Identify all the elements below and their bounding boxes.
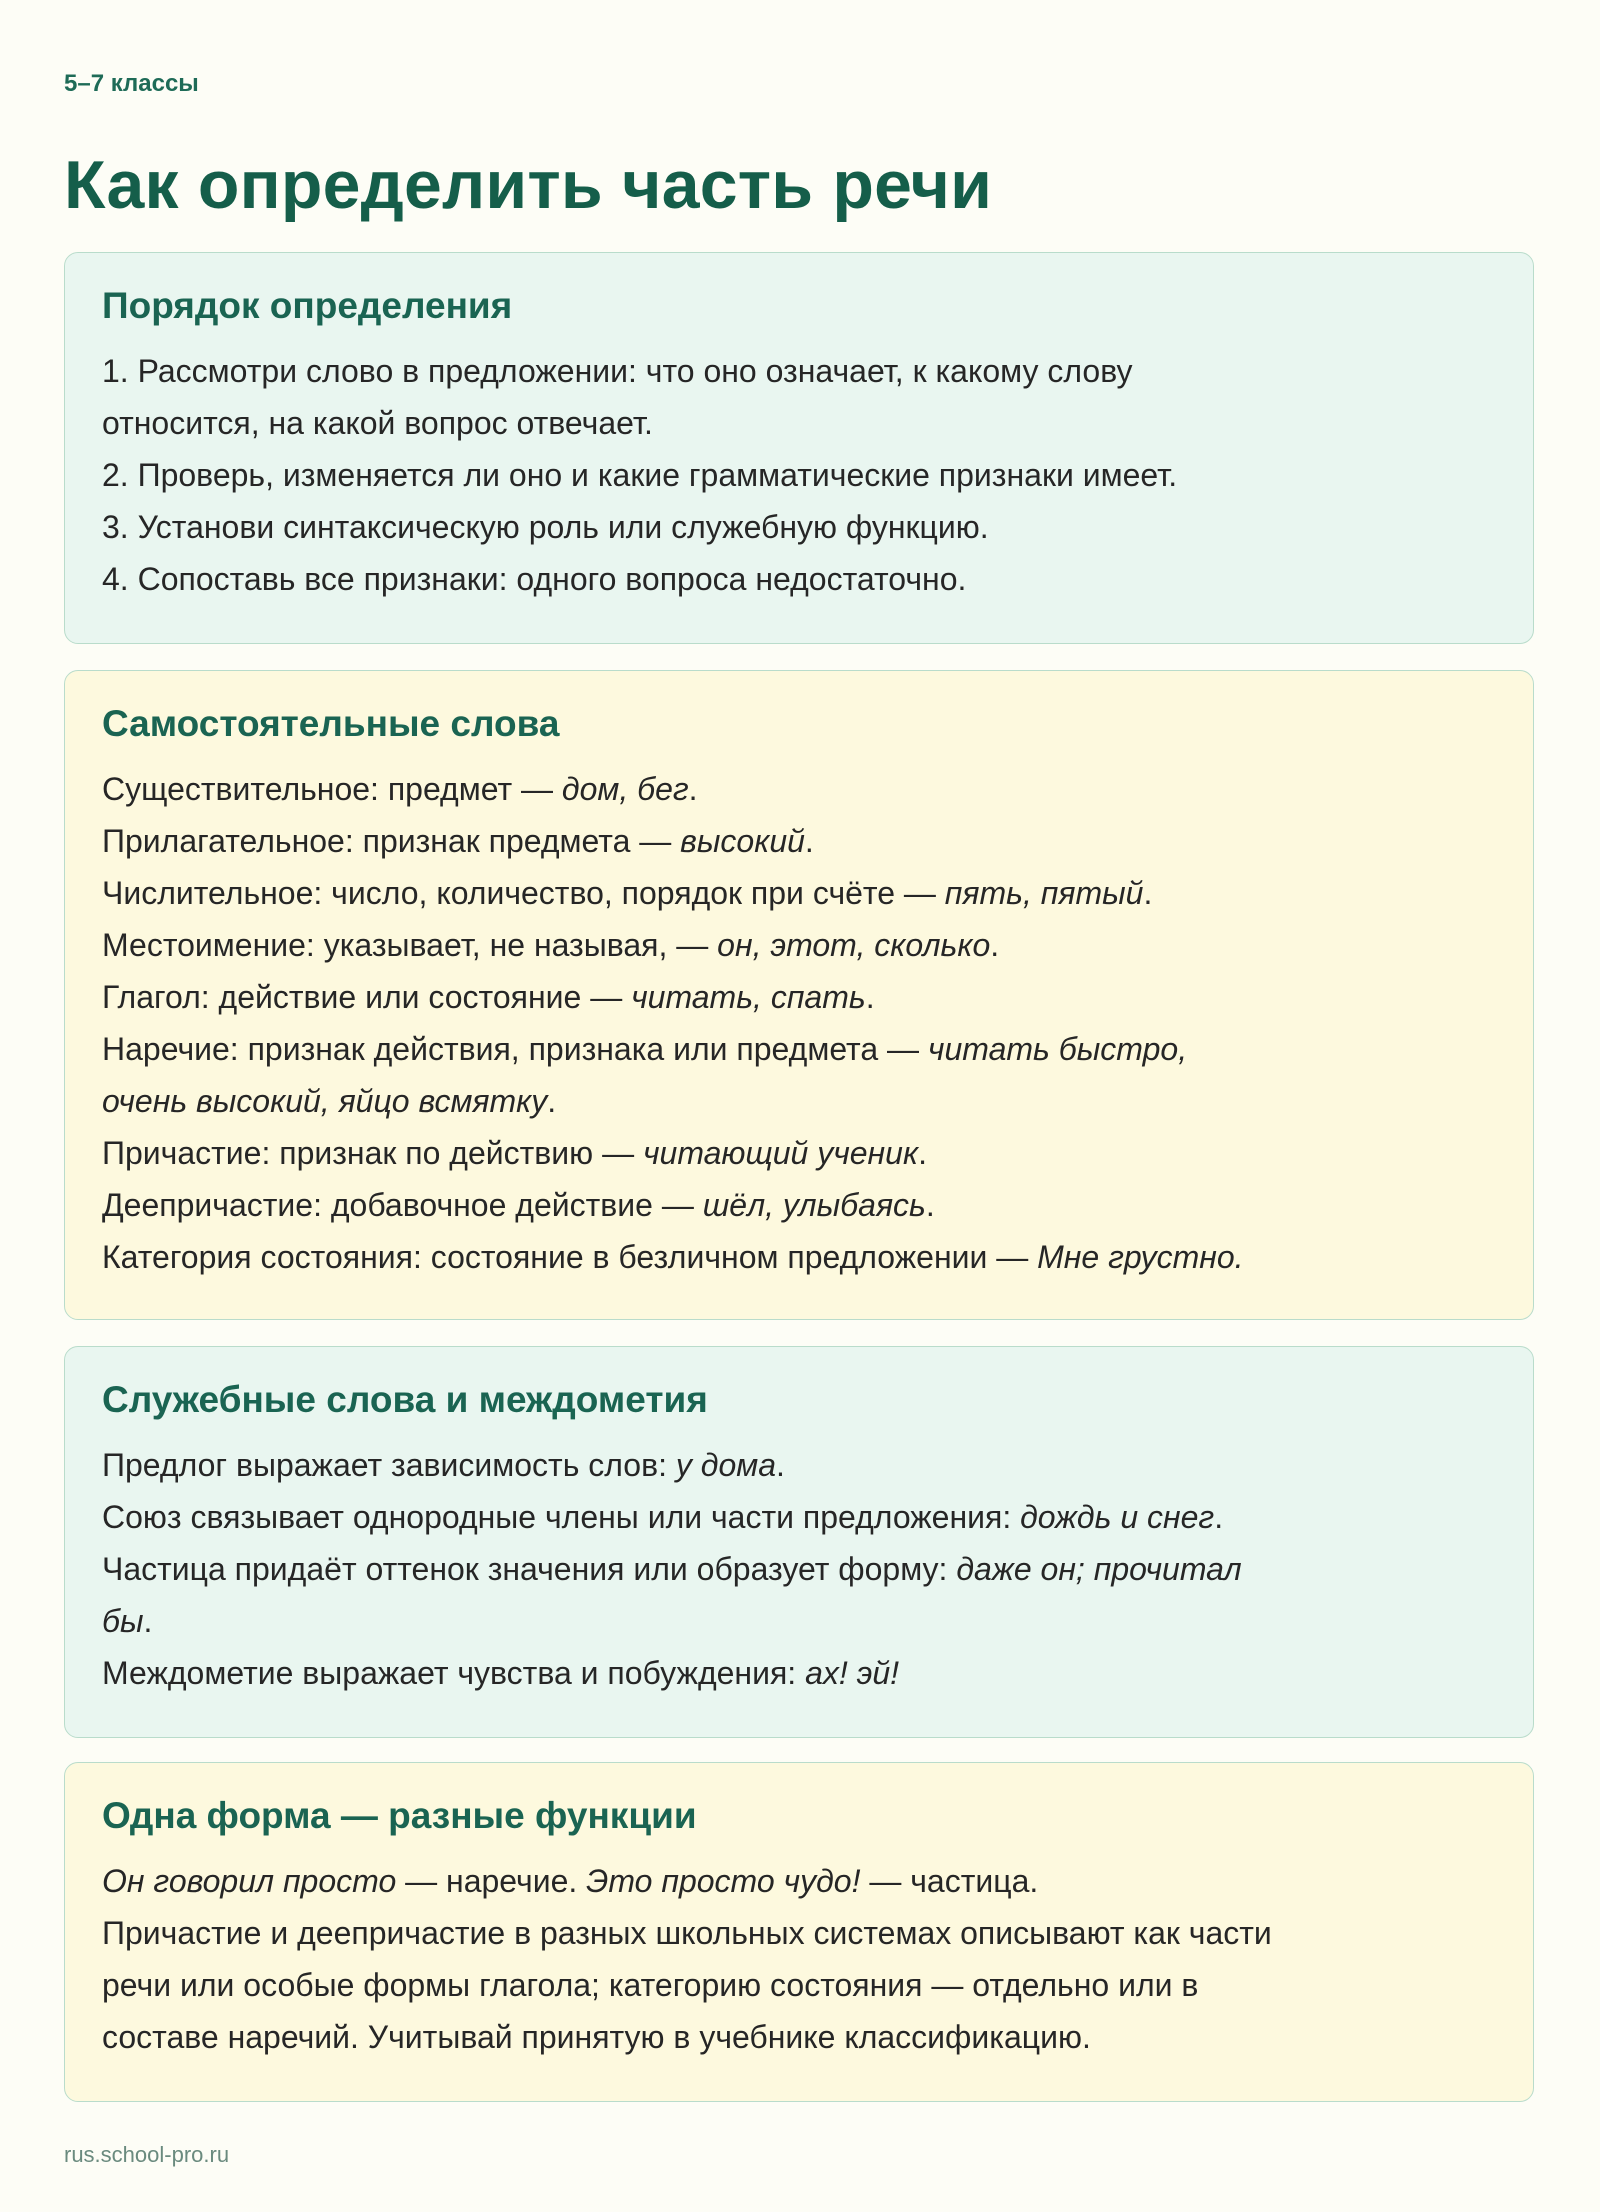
example-text: бы bbox=[102, 1603, 144, 1639]
card-title: Служебные слова и междометия bbox=[102, 1379, 708, 1420]
definition-line: Союз связывает однородные члены или части предложения: дождь и снег. bbox=[102, 1499, 1224, 1535]
card-body bbox=[102, 1439, 1496, 1699]
card-one-form-many-functions bbox=[64, 1762, 1534, 2102]
definition-line: Числительное: число, количество, порядок при счёте — пять, пятый. bbox=[102, 875, 1153, 911]
definition-line: очень высокий, яйцо всмятку. bbox=[102, 1083, 557, 1119]
card-title: Одна форма — разные функции bbox=[102, 1795, 697, 1836]
example-text: читать быстро, bbox=[927, 1031, 1188, 1067]
definition-line: Существительное: предмет — дом, бег. bbox=[102, 771, 698, 807]
example-text: читать, спать bbox=[631, 979, 866, 1015]
site-footer-link[interactable]: rus.school-pro.ru bbox=[64, 2142, 230, 2167]
page-title: Как определить часть речи bbox=[64, 147, 993, 223]
definition-line: Причастие: признак по действию — читающий ученик. bbox=[102, 1135, 927, 1171]
example-text: дом, бег bbox=[561, 771, 689, 807]
note-line: Причастие и деепричастие в разных школьных системах описывают как части bbox=[102, 1915, 1272, 1951]
step-line: относится, на какой вопрос отвечает. bbox=[102, 405, 653, 441]
card-order bbox=[64, 252, 1534, 644]
definition-line: Наречие: признак действия, признака или предмета — читать быстро, bbox=[102, 1031, 1188, 1067]
note-line: речи или особые формы глагола; категорию состояния — отдельно или в bbox=[102, 1967, 1199, 2003]
card-body bbox=[102, 1855, 1496, 2063]
example-text: Это просто чудо! bbox=[586, 1863, 861, 1899]
example-text: ах! эй! bbox=[805, 1655, 900, 1691]
definition-line: Прилагательное: признак предмета — высокий. bbox=[102, 823, 814, 859]
card-title: Самостоятельные слова bbox=[102, 703, 560, 744]
definition-line: Частица придаёт оттенок значения или образует форму: даже он; прочитал bbox=[102, 1551, 1242, 1587]
example-text: высокий bbox=[680, 823, 805, 859]
card-body bbox=[102, 763, 1496, 1283]
card-body bbox=[102, 345, 1496, 605]
grade-label: 5–7 классы bbox=[64, 70, 199, 97]
example-text: очень высокий, яйцо всмятку bbox=[102, 1083, 548, 1119]
step-line: 1. Рассмотри слово в предложении: что оно означает, к какому слову bbox=[102, 353, 1133, 389]
example-text: он, этот, сколько bbox=[717, 927, 991, 963]
example-text: даже он; прочитал bbox=[956, 1551, 1242, 1587]
card-title: Порядок определения bbox=[102, 285, 513, 326]
card-function-words bbox=[64, 1346, 1534, 1738]
example-text: Он говорил просто bbox=[102, 1863, 397, 1899]
example-text: дождь и снег bbox=[1020, 1499, 1215, 1535]
definition-line: Предлог выражает зависимость слов: у дома. bbox=[102, 1447, 785, 1483]
example-text: у дома bbox=[675, 1447, 776, 1483]
definition-line: Глагол: действие или состояние — читать, спать. bbox=[102, 979, 875, 1015]
example-text: шёл, улыбаясь bbox=[702, 1187, 926, 1223]
example-text: пять, пятый bbox=[944, 875, 1144, 911]
card-independent-words bbox=[64, 670, 1534, 1320]
definition-line: Деепричастие: добавочное действие — шёл, улыбаясь. bbox=[102, 1187, 935, 1223]
definition-line: Категория состояния: состояние в безличном предложении — Мне грустно. bbox=[102, 1239, 1244, 1275]
definition-line: Местоимение: указывает, не называя, — он, этот, сколько. bbox=[102, 927, 1000, 963]
note-line: составе наречий. Учитывай принятую в учебнике классификацию. bbox=[102, 2019, 1091, 2055]
example-text: читающий ученик bbox=[642, 1135, 919, 1171]
example-line: Он говорил просто — наречие. Это просто чудо! — частица. bbox=[102, 1863, 1039, 1899]
step-line: 2. Проверь, изменяется ли оно и какие грамматические признаки имеет. bbox=[102, 457, 1178, 493]
step-line: 4. Сопоставь все признаки: одного вопроса недостаточно. bbox=[102, 561, 967, 597]
step-line: 3. Установи синтаксическую роль или служебную функцию. bbox=[102, 509, 989, 545]
definition-line: бы. bbox=[102, 1603, 153, 1639]
definition-line: Междометие выражает чувства и побуждения: ах! эй! bbox=[102, 1655, 900, 1691]
example-text: Мне грустно. bbox=[1037, 1239, 1244, 1275]
